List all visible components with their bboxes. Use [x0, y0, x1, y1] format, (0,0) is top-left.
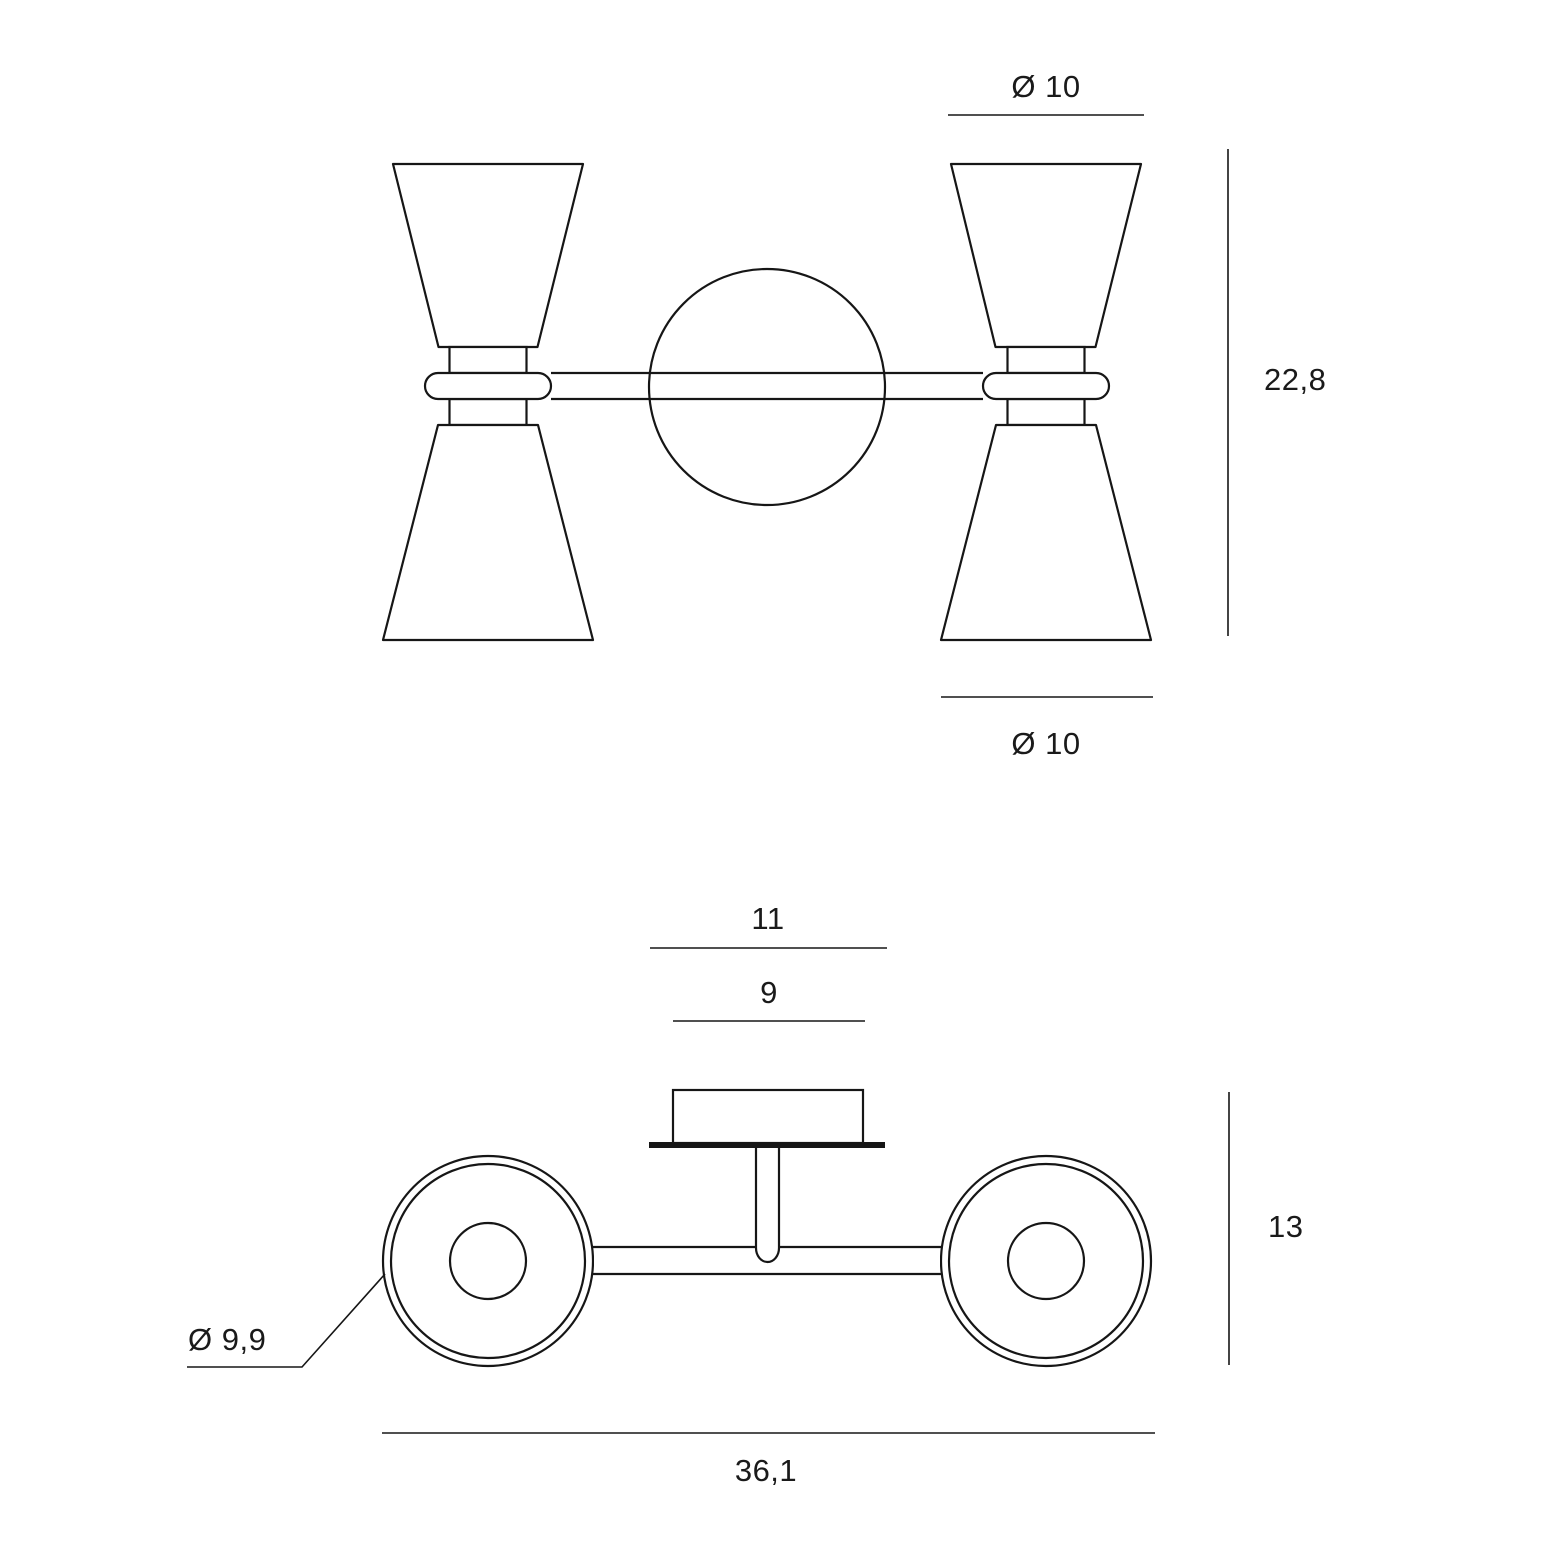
right-shade: [941, 164, 1151, 640]
canopy-box: [673, 1090, 863, 1143]
dim-label-backplate-width: 11: [751, 901, 785, 936]
dim-label-overall-width: 36,1: [734, 1453, 798, 1488]
right-upper-neck: [1008, 347, 1085, 373]
stem: [756, 1148, 779, 1262]
dim-label-bottom-diameter: Ø 10: [1011, 726, 1081, 761]
left-lower-neck: [450, 399, 527, 425]
dim-label-top-diameter: Ø 10: [1011, 69, 1081, 104]
left-shade-hub: [450, 1223, 526, 1299]
left-shade: [383, 164, 593, 640]
right-lower-cone: [941, 425, 1151, 640]
top-view: [187, 901, 1303, 1488]
wall-mount-circle: [649, 269, 885, 505]
dim-label-height: 22,8: [1264, 362, 1327, 397]
left-upper-cone: [393, 164, 583, 347]
front-view: [383, 69, 1326, 761]
right-arm-hub: [983, 373, 1109, 399]
left-arm-hub: [425, 373, 551, 399]
right-shade-hub: [1008, 1223, 1084, 1299]
right-shade-top: [941, 1156, 1151, 1366]
dim-label-canopy-width: 9: [760, 975, 778, 1010]
left-shade-top: [383, 1156, 593, 1366]
right-upper-cone: [951, 164, 1141, 347]
left-lower-cone: [383, 425, 593, 640]
dim-label-depth: 13: [1268, 1209, 1304, 1244]
right-lower-neck: [1008, 399, 1085, 425]
left-upper-neck: [450, 347, 527, 373]
dim-label-shade-diameter: Ø 9,9: [188, 1322, 267, 1357]
